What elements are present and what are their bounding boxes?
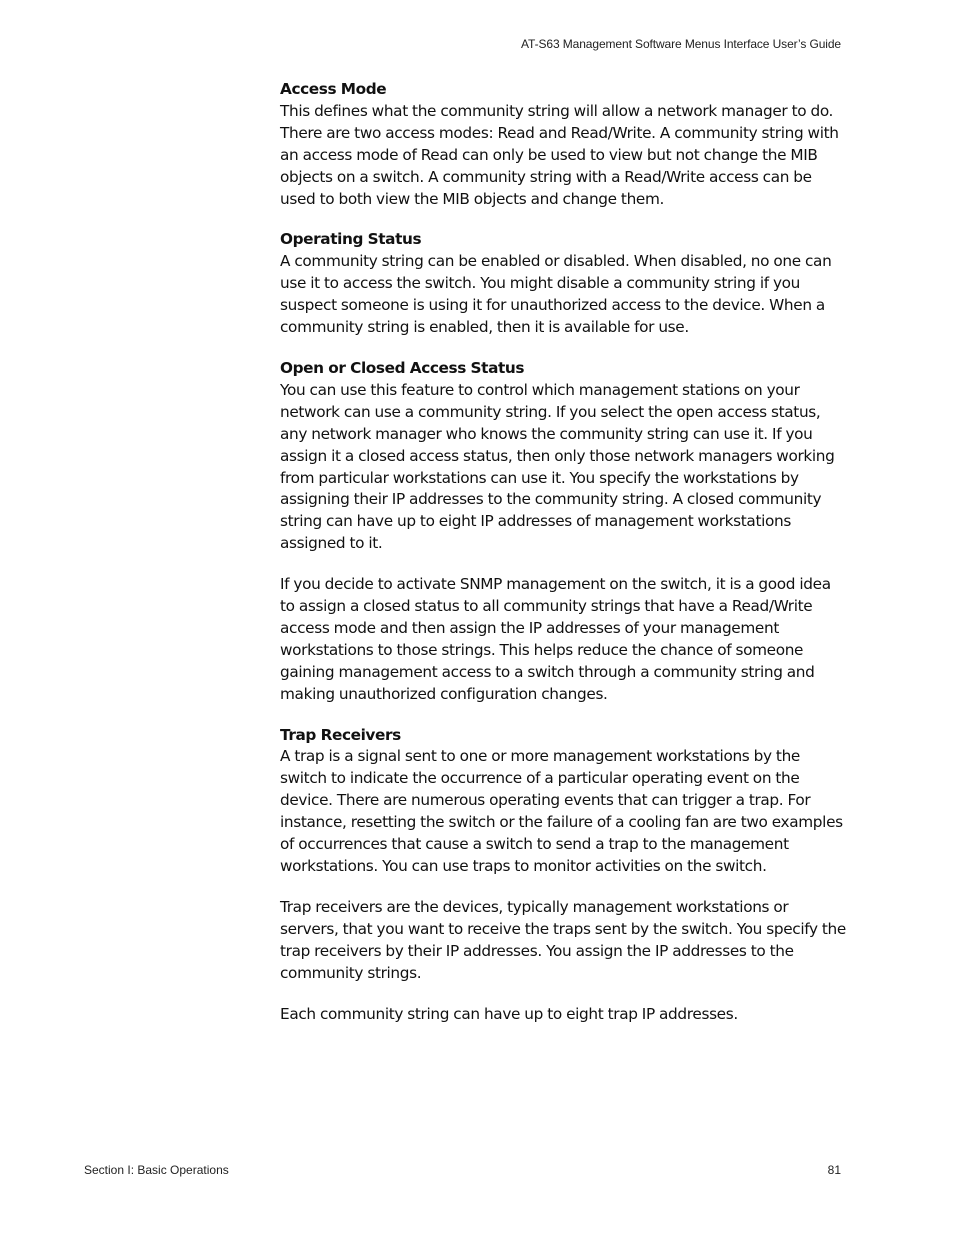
section-heading: Access Mode — [280, 80, 387, 98]
body-paragraph: A trap is a signal sent to one or more management workstations by the switch to indicate the occurrence of a particular operating event on the device. There are numerous operating events that can trigger a trap. For instance, resetting the switch or the failure of a cooling fan are two examples of occurrences that cause a switch to send a trap to the management workstations. You can use traps to monitor activities on the switch. — [280, 747, 843, 875]
section-access-mode — [280, 79, 846, 210]
section-operating-status — [280, 229, 846, 339]
section-open-closed-access-status — [280, 358, 846, 706]
body-paragraph: This defines what the community string will allow a network manager to do. There are two access modes: Read and Read/Write. A community string with an access mode of Read can only be used to view but not change the MIB objects on a switch. A community string with a Read/Write access can be used to both view the MIB objects and change them. — [280, 101, 839, 208]
body-paragraph: You can use this feature to control which management stations on your network can use a community string. If you select the open access status, any network manager who knows the community string can use it. If you assign it a closed access status, then only those network managers working from particular workstations can use it. You specify the workstations by assigning their IP addresses to the community string. A closed community string can have up to eight IP addresses of management workstations assigned to it. — [280, 380, 835, 553]
body-paragraph: Trap receivers are the devices, typically management workstations or servers, that you want to receive the traps sent by the switch. You specify the trap receivers by their IP addresses. You assign the IP addresses to the community strings. — [280, 897, 846, 982]
footer-page-number: 81 — [827, 1163, 841, 1177]
body-paragraph: A community string can be enabled or disabled. When disabled, no one can use it to access the switch. You might disable a community string if you suspect someone is using it for unauthorized access to the device. When a community string is enabled, then it is available for use. — [280, 252, 832, 337]
section-heading: Trap Receivers — [280, 725, 401, 744]
footer-section-label: Section I: Basic Operations — [84, 1163, 229, 1177]
body-paragraph: If you decide to activate SNMP management on the switch, it is a good idea to assign a closed status to all community strings that have a Read/Write access mode and then assign the IP addresses of your management workstations to those strings. This helps reduce the chance of someone gaining management access to a switch through a community string and making unauthorized configuration changes. — [280, 575, 831, 703]
section-heading: Open or Closed Access Status — [280, 358, 525, 377]
section-heading: Operating Status — [280, 230, 422, 249]
running-header-title: AT-S63 Management Software Menus Interface User’s Guide — [521, 37, 841, 51]
body-paragraph: Each community string can have up to eight trap IP addresses. — [280, 1004, 738, 1023]
section-trap-receivers — [280, 725, 846, 1026]
page-body — [280, 79, 846, 1044]
